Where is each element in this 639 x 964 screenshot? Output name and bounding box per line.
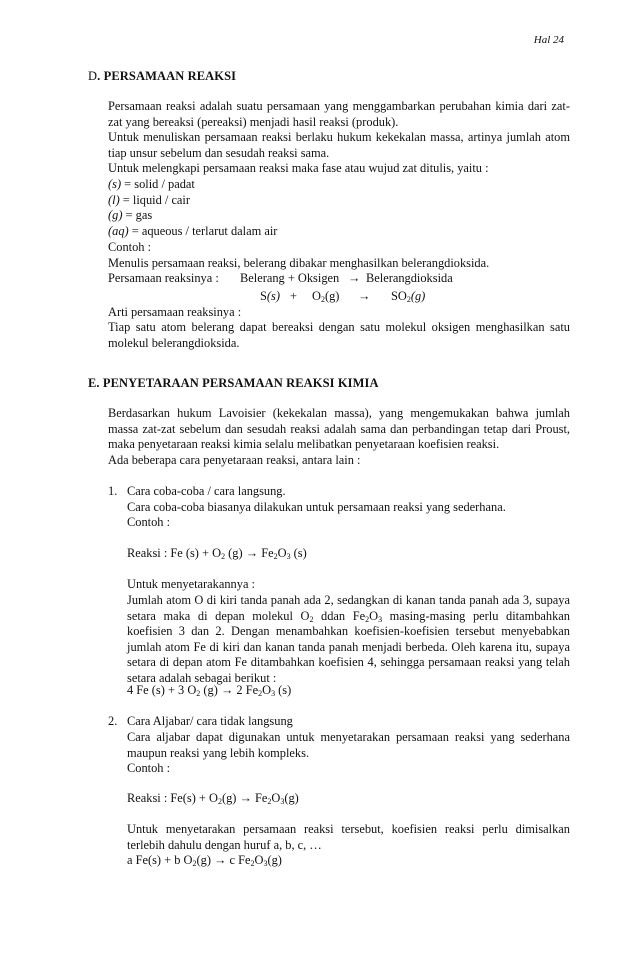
phase-item [108,193,570,209]
res-part: 2 Fe [233,683,259,697]
eq-so-phase: (g) [410,289,426,303]
equation-label: Persamaan reaksinya : [108,271,219,285]
item-2-untuk: Untuk menyetarakan persamaan reaksi tersebut, koefisien reaksi perlu dimisalkan terlebih dahulu dengan huruf a, b, c, … [127,822,570,852]
item-2-reaction [127,791,570,807]
res-part: (g) [200,683,221,697]
arrow-icon: → [245,546,259,560]
item-1-contoh: Contoh : [127,515,171,529]
expl-sub: 3 [378,614,383,624]
word-equation [108,271,570,287]
expl-part: Jumlah atom O di kiri tanda panah ada 2, sedangkan di kanan tanda panah ada 3, supaya setara maka di depan molekul O [127,593,570,623]
expl-part: ddan Fe [313,608,366,623]
section-d-p1: Persamaan reaksi adalah suatu persamaan yang menggambarkan perubahan kimia dari zat-zat yang bereaksi (pereaksi) menjadi hasil reaksi (produk). [108,99,570,129]
eq-so-sub: 2 [406,295,411,304]
abc-part: c Fe [226,853,251,867]
item-1-explanation [127,593,570,687]
eq-so: SO [391,289,407,303]
item-2-contoh: Contoh : [127,761,171,775]
item-1-untuk: Untuk menyetarakannya : [127,577,255,591]
r-sub: 2 [217,797,222,806]
abc-sub: 2 [192,859,197,868]
item-1-reaction [127,546,570,562]
r-part: Reaksi : Fe (s) + O [127,546,222,560]
phase-symbol: (s) [108,177,122,191]
phase-item [108,224,570,240]
res-part: O [262,683,272,697]
r-part: Fe [251,791,268,805]
section-e-title: E. PENYETARAAN PERSAMAAN REAKSI KIMIA [88,376,379,390]
eq-o: O [312,289,321,303]
r-part: (g) [221,791,240,805]
res-sub: 2 [196,689,201,698]
r-sub: 3 [280,797,285,806]
expl-sub: 2 [309,614,314,624]
phase-desc: = aqueous / terlarut dalam air [128,223,278,238]
arrow-icon: → [358,289,371,303]
r-part: Reaksi : Fe(s) + O [127,791,218,805]
res-part: 4 Fe (s) + 3 O [127,683,197,697]
abc-part: O [254,853,264,867]
item-1-number: 1. [108,484,118,498]
section-d-p3: Untuk melengkapi persamaan reaksi maka fase atau wujud zat ditulis, yaitu : [108,161,489,175]
r-part: O [271,791,281,805]
item-2-abc [127,853,570,869]
item-1-desc: Cara coba-coba biasanya dilakukan untuk persamaan reaksi yang sederhana. [127,500,506,514]
item-1-result [127,683,570,699]
res-sub: 2 [258,689,263,698]
eq-plus: + [290,289,297,303]
arrow-icon: → [220,683,234,697]
phase-desc: = gas [122,208,153,223]
phase-item [108,208,570,224]
eq-so2 [391,289,425,305]
abc-sub: 3 [263,859,268,868]
phase-list [108,177,570,239]
section-e-p2: Ada beberapa cara penyetaraan reaksi, antara lain : [108,453,361,467]
expl-part: masing-masing perlu ditambahkan koefisien 3 dan 2. Dengan menambahkan koefisien-koefisien tersebut menyebabkan jumlah atom Fe di kiri dan kanan tanda panah menjadi berbeda. Oleh karena itu, supaya setara di depan atom Fe ditambahkan koefisien 4, sehingga persamaan reaksi yang telah setara adalah sebagai berikut : [127,608,570,685]
r-part: O [277,546,287,560]
phase-desc: = solid / padat [121,177,195,191]
eq-o-phase: (g) [324,289,340,303]
item-2-number: 2. [108,714,118,728]
page-number: Hal 24 [533,34,564,46]
item-1-title: Cara coba-coba / cara langsung. [127,484,286,498]
expl-part: O [369,608,379,623]
abc-part: a Fe(s) + b O [127,853,193,867]
eq-oxygen [312,289,339,305]
abc-sub: 2 [250,859,255,868]
r-sub: 2 [273,552,278,561]
r-sub: 3 [286,552,291,561]
expl-sub: 2 [365,614,370,624]
phase-item [108,177,570,193]
arti-text: Tiap satu atom belerang dapat bereaksi dengan satu molekul oksigen menghasilkan satu molekul belerangdioksida. [108,320,570,350]
r-part: (g) [284,791,299,805]
section-d-heading: . PERSAMAAN REAKSI [97,69,237,83]
section-d-title [88,69,236,84]
abc-part: (g) [267,853,282,867]
section-e-p1: Berdasarkan hukum Lavoisier (kekekalan massa), yang mengemukakan bahwa jumlah massa zat-zat sebelum dan sesudah reaksi adalah sama dan perbandingan tetap dari Proust, maka penyetaraan reaksi kimia selalu melibatkan penyetaraan koefisien reaksi. [108,406,570,452]
eq-s-phase: (s) [266,289,280,303]
arrow-icon: → [214,853,227,867]
section-d-label: D [88,69,98,83]
res-sub: 3 [271,689,276,698]
r-part: (s) [290,546,307,560]
word-product: Belerangdioksida [366,271,453,285]
res-part: (s) [275,683,292,697]
eq-o-sub: 2 [320,295,325,304]
arrow-icon: → [348,271,361,285]
arrow-icon: → [239,791,252,805]
phase-desc: = liquid / cair [119,192,191,207]
item-2-title: Cara Aljabar/ cara tidak langsung [127,714,293,728]
r-part: Fe [258,546,274,560]
eq-s: S [260,289,267,303]
r-part: (g) [225,546,246,560]
abc-part: (g) [196,853,215,867]
arti-label: Arti persamaan reaksinya : [108,305,242,319]
r-sub: 2 [267,797,272,806]
r-sub: 2 [221,552,226,561]
item-2-desc: Cara aljabar dapat digunakan untuk menyetarakan persamaan reaksi yang sederhana maupun reaksi yang lebih kompleks. [127,730,570,760]
contoh-label: Contoh : [108,240,152,254]
example-text: Menulis persamaan reaksi, belerang dibakar menghasilkan belerangdioksida. [108,256,490,270]
section-d-p2: Untuk menuliskan persamaan reaksi berlaku hukum kekekalan massa, artinya jumlah atom tiap unsur sebelum dan sesudah reaksi sama. [108,130,570,160]
word-reactants: Belerang + Oksigen [240,271,340,285]
phase-symbol: (aq) [108,223,129,238]
phase-symbol: (l) [108,192,120,207]
phase-symbol: (g) [108,208,123,223]
eq-sulfur [260,289,280,305]
